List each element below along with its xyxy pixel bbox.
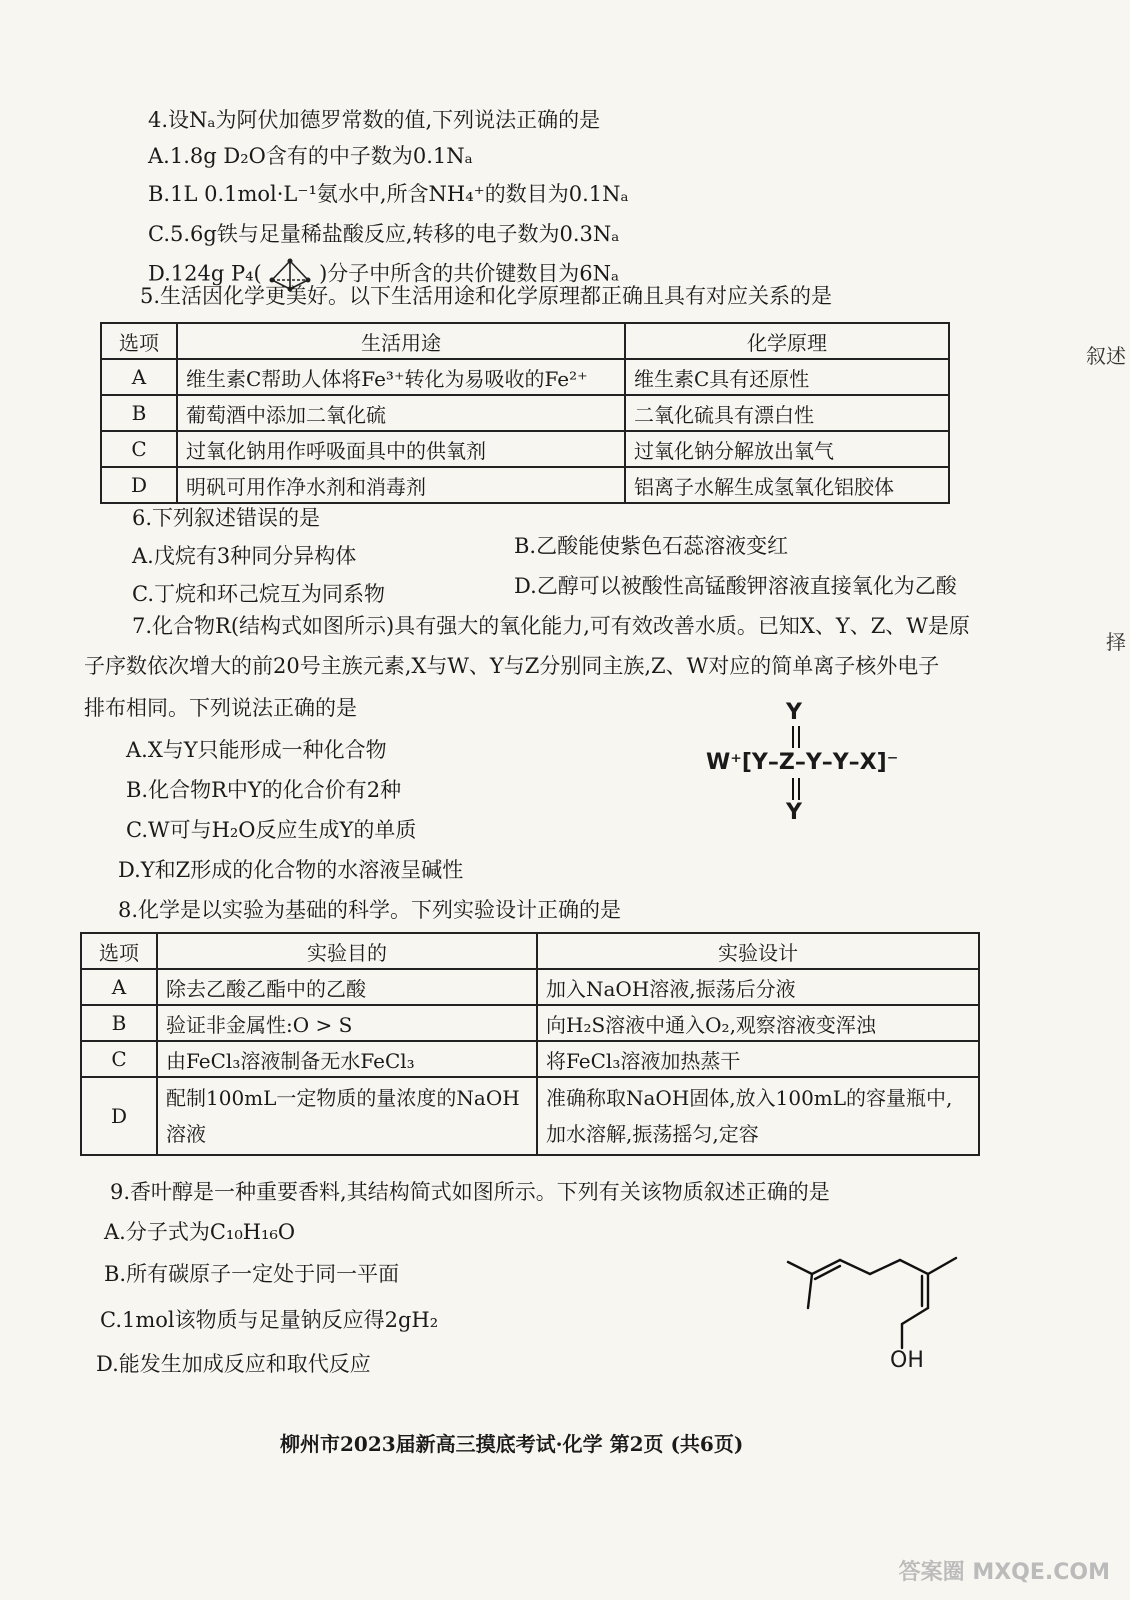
- table-row: [81, 1041, 979, 1077]
- double-bond-top: [785, 724, 809, 750]
- edge-text-1: 叙述: [1086, 344, 1126, 368]
- q8-cell: 由FeCl₃溶液制备无水FeCl₃: [157, 1041, 537, 1077]
- q8-cell: D: [81, 1077, 157, 1155]
- q7-option-a: A.X与Y只能形成一种化合物: [126, 738, 387, 762]
- q8-cell: 除去乙酸乙酯中的乙酸: [157, 969, 537, 1005]
- q8-cell: 加入NaOH溶液,振荡后分液: [537, 969, 979, 1005]
- q5-cell: 铝离子水解生成氢氧化铝胶体: [625, 467, 949, 503]
- q5-cell: 维生素C具有还原性: [625, 359, 949, 395]
- table-row: [101, 395, 949, 431]
- double-bond-bottom: [785, 776, 809, 802]
- q6-option-b: B.乙酸能使紫色石蕊溶液变红: [514, 534, 789, 558]
- table-row: [81, 969, 979, 1005]
- q6-option-c: C.丁烷和环己烷互为同系物: [132, 582, 385, 606]
- q5-header-use: 生活用途: [177, 323, 625, 359]
- table-row: [101, 359, 949, 395]
- q8-header-design: 实验设计: [537, 933, 979, 969]
- table-row: [101, 431, 949, 467]
- q4-stem: 4.设Nₐ为阿伏加德罗常数的值,下列说法正确的是: [148, 108, 601, 132]
- q5-cell: 过氧化钠分解放出氧气: [625, 431, 949, 467]
- q5-cell: C: [101, 431, 177, 467]
- q8-cell: C: [81, 1041, 157, 1077]
- q4-option-c: C.5.6g铁与足量稀盐酸反应,转移的电子数为0.3Nₐ: [148, 222, 620, 246]
- table-row: [81, 1005, 979, 1041]
- q5-cell: 葡萄酒中添加二氧化硫: [177, 395, 625, 431]
- q8-table-header: [81, 933, 979, 969]
- q8-cell: B: [81, 1005, 157, 1041]
- table-row: [101, 467, 949, 503]
- q9-option-a: A.分子式为C₁₀H₁₆O: [104, 1220, 296, 1244]
- q8-cell: A: [81, 969, 157, 1005]
- q8-table: [80, 932, 980, 1156]
- q8-cell: 向H₂S溶液中通入O₂,观察溶液变浑浊: [537, 1005, 979, 1041]
- q4-option-a: A.1.8g D₂O含有的中子数为0.1Nₐ: [148, 144, 473, 168]
- q5-table-header: [101, 323, 949, 359]
- q6-stem: 6.下列叙述错误的是: [132, 506, 321, 530]
- q5-cell: D: [101, 467, 177, 503]
- q7-option-d: D.Y和Z形成的化合物的水溶液呈碱性: [118, 858, 464, 882]
- q8-stem: 8.化学是以实验为基础的科学。下列实验设计正确的是: [118, 898, 622, 922]
- q5-cell: 明矾可用作净水剂和消毒剂: [177, 467, 625, 503]
- q5-cell: 过氧化钠用作呼吸面具中的供氧剂: [177, 431, 625, 467]
- structure-top-atom: Y: [786, 700, 802, 725]
- hydroxyl-label: OH: [890, 1348, 924, 1373]
- q8-cell: 准确称取NaOH固体,放入100mL的容量瓶中,加水溶解,振荡摇匀,定容: [537, 1077, 979, 1155]
- structure-main-chain: W⁺[Y–Z–Y–Y–X]⁻: [706, 750, 899, 775]
- q5-cell: B: [101, 395, 177, 431]
- q9-option-c: C.1mol该物质与足量钠反应得2gH₂: [100, 1308, 439, 1332]
- table-row: [81, 1077, 979, 1155]
- q9-option-b: B.所有碳原子一定处于同一平面: [104, 1262, 400, 1286]
- q8-header-purpose: 实验目的: [157, 933, 537, 969]
- q7-option-c: C.W可与H₂O反应生成Y的单质: [126, 818, 417, 842]
- q8-cell: 验证非金属性:O > S: [157, 1005, 537, 1041]
- q4-option-b: B.1L 0.1mol·L⁻¹氨水中,所含NH₄⁺的数目为0.1Nₐ: [148, 182, 629, 206]
- q5-header-option: 选项: [101, 323, 177, 359]
- q5-cell: 二氧化硫具有漂白性: [625, 395, 949, 431]
- page-footer: 柳州市2023届新高三摸底考试·化学 第2页 (共6页): [280, 1432, 744, 1456]
- q5-cell: A: [101, 359, 177, 395]
- q4-option-d-post: )分子中所含的共价键数目为6Nₐ: [319, 261, 620, 286]
- q6-option-a: A.戊烷有3种同分异构体: [132, 544, 357, 568]
- q9-stem: 9.香叶醇是一种重要香料,其结构简式如图所示。下列有关该物质叙述正确的是: [110, 1180, 830, 1204]
- watermark-logo: [899, 1555, 1110, 1586]
- q5-header-principle: 化学原理: [625, 323, 949, 359]
- geraniol-structure: [770, 1240, 970, 1390]
- q5-table: [100, 322, 950, 504]
- q4-option-d-pre: D.124g P₄(: [148, 261, 262, 286]
- q7-stem-line3: 排布相同。下列说法正确的是: [84, 696, 357, 720]
- q7-stem-line2: 子序数依次增大的前20号主族元素,X与W、Y与Z分别同主族,Z、W对应的简单离子核外电子: [84, 654, 940, 678]
- watermark-text: 答案圈 MXQE.COM: [898, 1560, 1110, 1585]
- q6-option-d: D.乙醇可以被酸性高锰酸钾溶液直接氧化为乙酸: [514, 574, 957, 598]
- q5-cell: 维生素C帮助人体将Fe³⁺转化为易吸收的Fe²⁺: [177, 359, 625, 395]
- q8-cell: 将FeCl₃溶液加热蒸干: [537, 1041, 979, 1077]
- q8-cell: 配制100mL一定物质的量浓度的NaOH溶液: [157, 1077, 537, 1155]
- q7-stem-line1: 7.化合物R(结构式如图所示)具有强大的氧化能力,可有效改善水质。已知X、Y、Z、W是原: [132, 614, 970, 638]
- q9-option-d: D.能发生加成反应和取代反应: [96, 1352, 371, 1376]
- q5-stem: 5.生活因化学更美好。以下生活用途和化学原理都正确且具有对应关系的是: [140, 284, 833, 308]
- q8-header-option: 选项: [81, 933, 157, 969]
- q7-option-b: B.化合物R中Y的化合价有2种: [126, 778, 402, 802]
- structure-bottom-atom: Y: [786, 800, 802, 825]
- edge-text-2: 择: [1106, 630, 1126, 654]
